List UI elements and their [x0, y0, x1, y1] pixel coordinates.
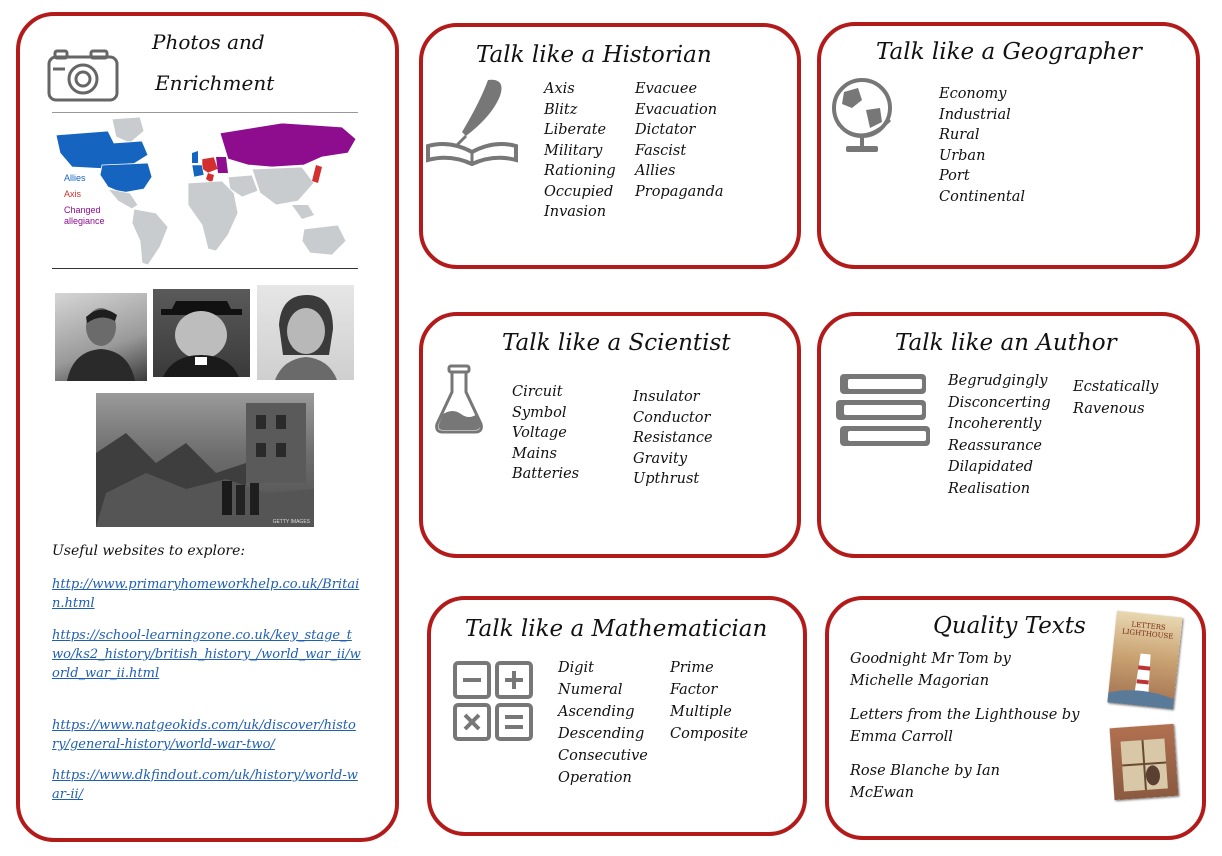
cover-title: LETTERS LIGHTHOUSE — [1121, 620, 1174, 641]
word: Consecutive — [558, 748, 648, 764]
enrichment-title-line1: Photos and — [152, 30, 265, 54]
word: Factor — [670, 682, 718, 698]
mathematician-words-col1 — [558, 657, 648, 789]
map-legend-changed: Changed allegiance — [64, 205, 105, 226]
globe-icon — [826, 74, 902, 154]
book-2: Letters from the Lighthouse by Emma Carroll — [850, 707, 1080, 745]
word: Economy — [939, 86, 1007, 102]
geographer-words — [939, 84, 1025, 207]
quality-texts-title: Quality Texts — [933, 613, 1086, 639]
camera-icon — [47, 48, 119, 102]
word: Mains — [512, 445, 557, 462]
author-words-col2 — [1073, 377, 1158, 420]
portrait-photo-2 — [153, 289, 250, 377]
author-words-col1 — [948, 371, 1051, 500]
word: Rationing — [544, 163, 616, 179]
word: Fascist — [635, 142, 687, 159]
word: Prime — [670, 660, 714, 676]
word: Ravenous — [1073, 400, 1145, 417]
enrichment-title-line2: Enrichment — [155, 71, 275, 95]
quill-book-icon — [426, 74, 518, 168]
book-cover-rose-blanche — [1110, 724, 1179, 800]
bomb-damage-photo — [96, 393, 314, 527]
word: Incoherently — [948, 416, 1042, 432]
flask-icon — [433, 364, 485, 436]
word: Liberate — [544, 122, 607, 138]
word: Symbol — [512, 404, 567, 421]
word: Ascending — [558, 704, 635, 720]
word: Batteries — [512, 466, 580, 482]
word: Military — [544, 142, 603, 159]
word: Composite — [670, 726, 749, 742]
word: Industrial — [939, 106, 1011, 123]
word: Resistance — [633, 430, 713, 446]
word: Numeral — [558, 682, 623, 698]
portrait-photo-1 — [55, 293, 147, 381]
word: Blitz — [544, 101, 578, 118]
historian-words-col1 — [544, 79, 616, 223]
websites-heading: Useful websites to explore: — [52, 543, 246, 559]
website-link-2[interactable]: https://school-learningzone.co.uk/key_stage_two/ks2_history/british_history_/world_war_ii/world_war_ii.html — [52, 628, 361, 681]
book-1: Goodnight Mr Tom by Michelle Magorian — [850, 651, 1011, 689]
word: Invasion — [544, 204, 607, 220]
word: Descending — [558, 726, 645, 742]
website-link-3[interactable]: https://www.natgeokids.com/uk/discover/history/general-history/world-war-two/ — [52, 718, 356, 752]
mathematician-title: Talk like a Mathematician — [465, 616, 768, 642]
word: Reassurance — [948, 437, 1042, 454]
word: Gravity — [633, 450, 688, 467]
book-3: Rose Blanche by Ian McEwan — [850, 763, 1000, 801]
scientist-words-col2 — [633, 387, 713, 490]
scientist-words-col1 — [512, 382, 579, 485]
map-legend-allies: Allies — [64, 173, 86, 183]
author-title: Talk like an Author — [895, 330, 1117, 356]
word: Conductor — [633, 409, 711, 426]
word: Port — [939, 168, 970, 184]
book-cover-lighthouse — [1107, 611, 1182, 709]
word: Continental — [939, 188, 1025, 205]
word: Occupied — [544, 183, 614, 200]
word: Allies — [635, 163, 676, 179]
word: Propaganda — [635, 183, 724, 200]
word: Operation — [558, 770, 632, 786]
word: Begrudgingly — [948, 373, 1048, 389]
word: Evacuee — [635, 81, 698, 97]
word: Multiple — [670, 704, 732, 720]
historian-words-col2 — [635, 79, 724, 202]
word: Ecstatically — [1073, 379, 1159, 395]
website-link-4[interactable]: https://www.dkfindout.com/uk/history/world-war-ii/ — [52, 768, 358, 802]
word: Digit — [558, 660, 595, 676]
word: Upthrust — [633, 471, 700, 487]
word: Dictator — [635, 122, 696, 138]
word: Insulator — [633, 389, 700, 405]
word: Circuit — [512, 384, 563, 400]
portrait-photo-3 — [257, 285, 354, 380]
word: Urban — [939, 147, 986, 164]
word: Realisation — [948, 480, 1031, 497]
scientist-title: Talk like a Scientist — [502, 330, 731, 356]
word: Dilapidated — [948, 459, 1034, 475]
math-operations-icon — [452, 660, 534, 742]
historian-title: Talk like a Historian — [476, 42, 712, 68]
website-link-1[interactable]: http://www.primaryhomeworkhelp.co.uk/Britain.html — [52, 577, 360, 611]
photo-credit: GETTY IMAGES — [272, 519, 310, 525]
word: Voltage — [512, 425, 567, 441]
word: Disconcerting — [948, 394, 1051, 411]
ww2-world-map — [52, 112, 358, 269]
books-icon — [834, 372, 934, 450]
word: Rural — [939, 127, 980, 143]
word: Axis — [544, 81, 575, 97]
geographer-title: Talk like a Geographer — [876, 39, 1142, 65]
word: Evacuation — [635, 101, 718, 118]
map-legend-axis: Axis — [64, 189, 82, 199]
mathematician-words-col2 — [670, 657, 748, 745]
